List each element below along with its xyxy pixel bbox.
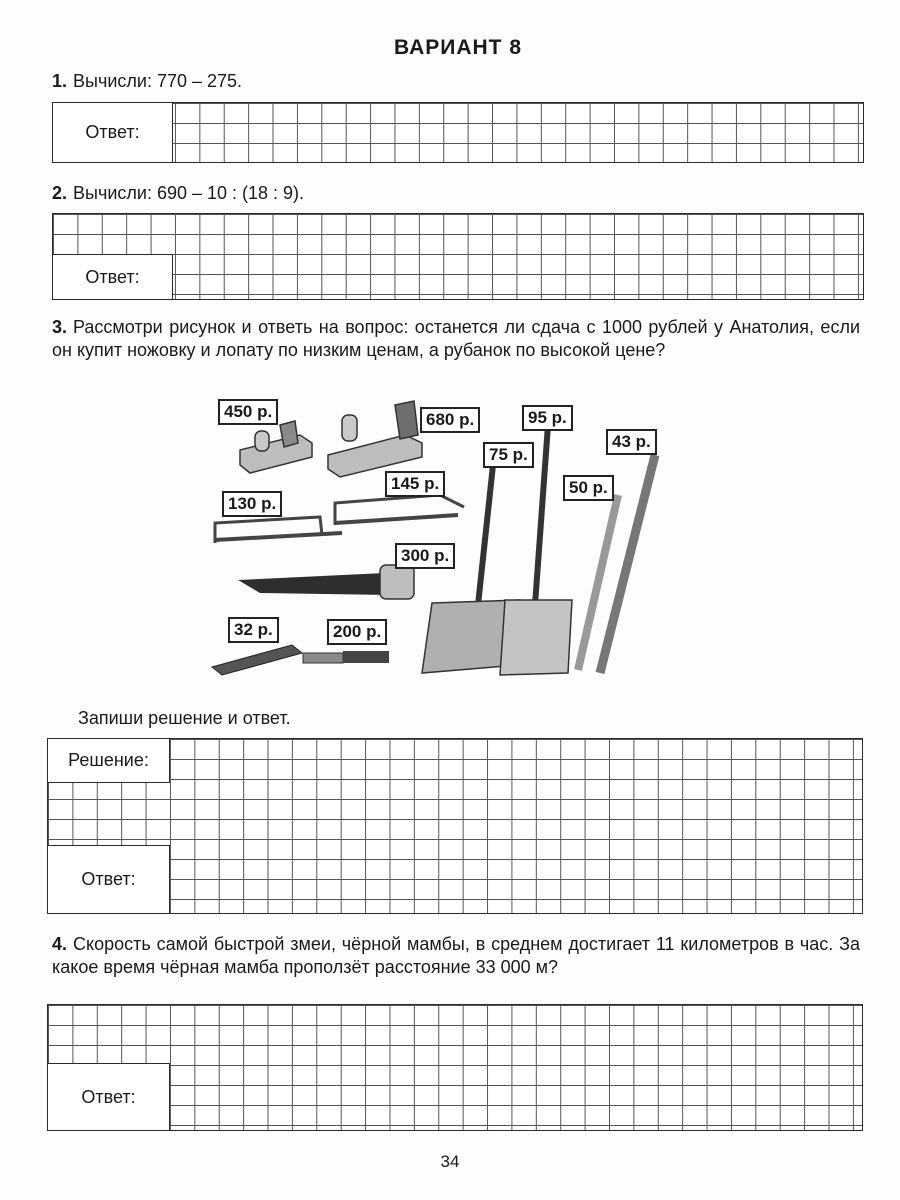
task-4-answer-grid[interactable]: [47, 1004, 863, 1131]
price-tag-chisel-low: 32 р.: [228, 617, 279, 643]
chisel-small-icon: [212, 645, 302, 675]
page-number: 34: [440, 1152, 460, 1171]
task-2-answer-label: Ответ:: [53, 254, 173, 299]
price-tag-chisel-high: 200 р.: [327, 619, 387, 645]
task-2-question: Вычисли: 690 – 10 : (18 : 9).: [73, 183, 305, 203]
task-1-text: [52, 70, 860, 93]
task-4-number: 4.: [52, 934, 68, 954]
price-tag-hacksaw-high: 145 р.: [385, 471, 445, 497]
hacksaw-large-icon: [335, 495, 464, 525]
price-tag-saw: 300 р.: [395, 543, 455, 569]
chisel-large-icon: [303, 651, 389, 663]
task-2-answer-grid[interactable]: [52, 213, 864, 300]
task-1-answer-label: Ответ:: [53, 103, 173, 162]
plane-large-icon: [328, 401, 422, 477]
task-2-number: 2.: [52, 183, 68, 203]
tools-illustration: [200, 395, 680, 685]
task-3-number: 3.: [52, 317, 68, 337]
task-2-text: [52, 182, 860, 205]
price-tag-plane-low: 450 р.: [218, 399, 278, 425]
task-4-text: [52, 933, 860, 979]
task-3-answer-label: Ответ:: [48, 845, 170, 913]
task-1-answer-grid[interactable]: [52, 102, 864, 163]
hacksaw-small-icon: [215, 517, 342, 543]
task-3-text: [52, 316, 860, 362]
task-3-solution-grid[interactable]: [47, 738, 863, 914]
price-tag-shovel-high: 95 р.: [522, 405, 573, 431]
handsaw-icon: [238, 565, 414, 599]
task-1-question: Вычисли: 770 – 275.: [73, 71, 243, 91]
plane-small-icon: [240, 421, 312, 473]
price-tag-plane-high: 680 р.: [420, 407, 480, 433]
task-3-instruction: Запиши решение и ответ.: [78, 708, 291, 728]
task-1-number: 1.: [52, 71, 68, 91]
task-3-question: Рассмотри рисунок и ответь на вопрос: останется ли сдача с 1000 рублей у Анатолия, если он купит ножовку и лопату по низким ценам, а рубанок по высокой цене?: [52, 317, 860, 360]
price-tag-handle-low: 50 р.: [563, 475, 614, 501]
price-tag-hacksaw-low: 130 р.: [222, 491, 282, 517]
task-4-question: Скорость самой быстрой змеи, чёрной мамбы, в среднем достигает 11 километров в час. За какое время чёрная мамба проползёт расстояние 33 000 м?: [52, 934, 860, 977]
page-title: ВАРИАНТ 8: [393, 36, 523, 59]
price-tag-handle-high: 43 р.: [606, 429, 657, 455]
task-4-answer-label: Ответ:: [48, 1063, 170, 1130]
price-tag-shovel-low: 75 р.: [483, 442, 534, 468]
task-3-solution-label: Решение:: [48, 739, 170, 783]
